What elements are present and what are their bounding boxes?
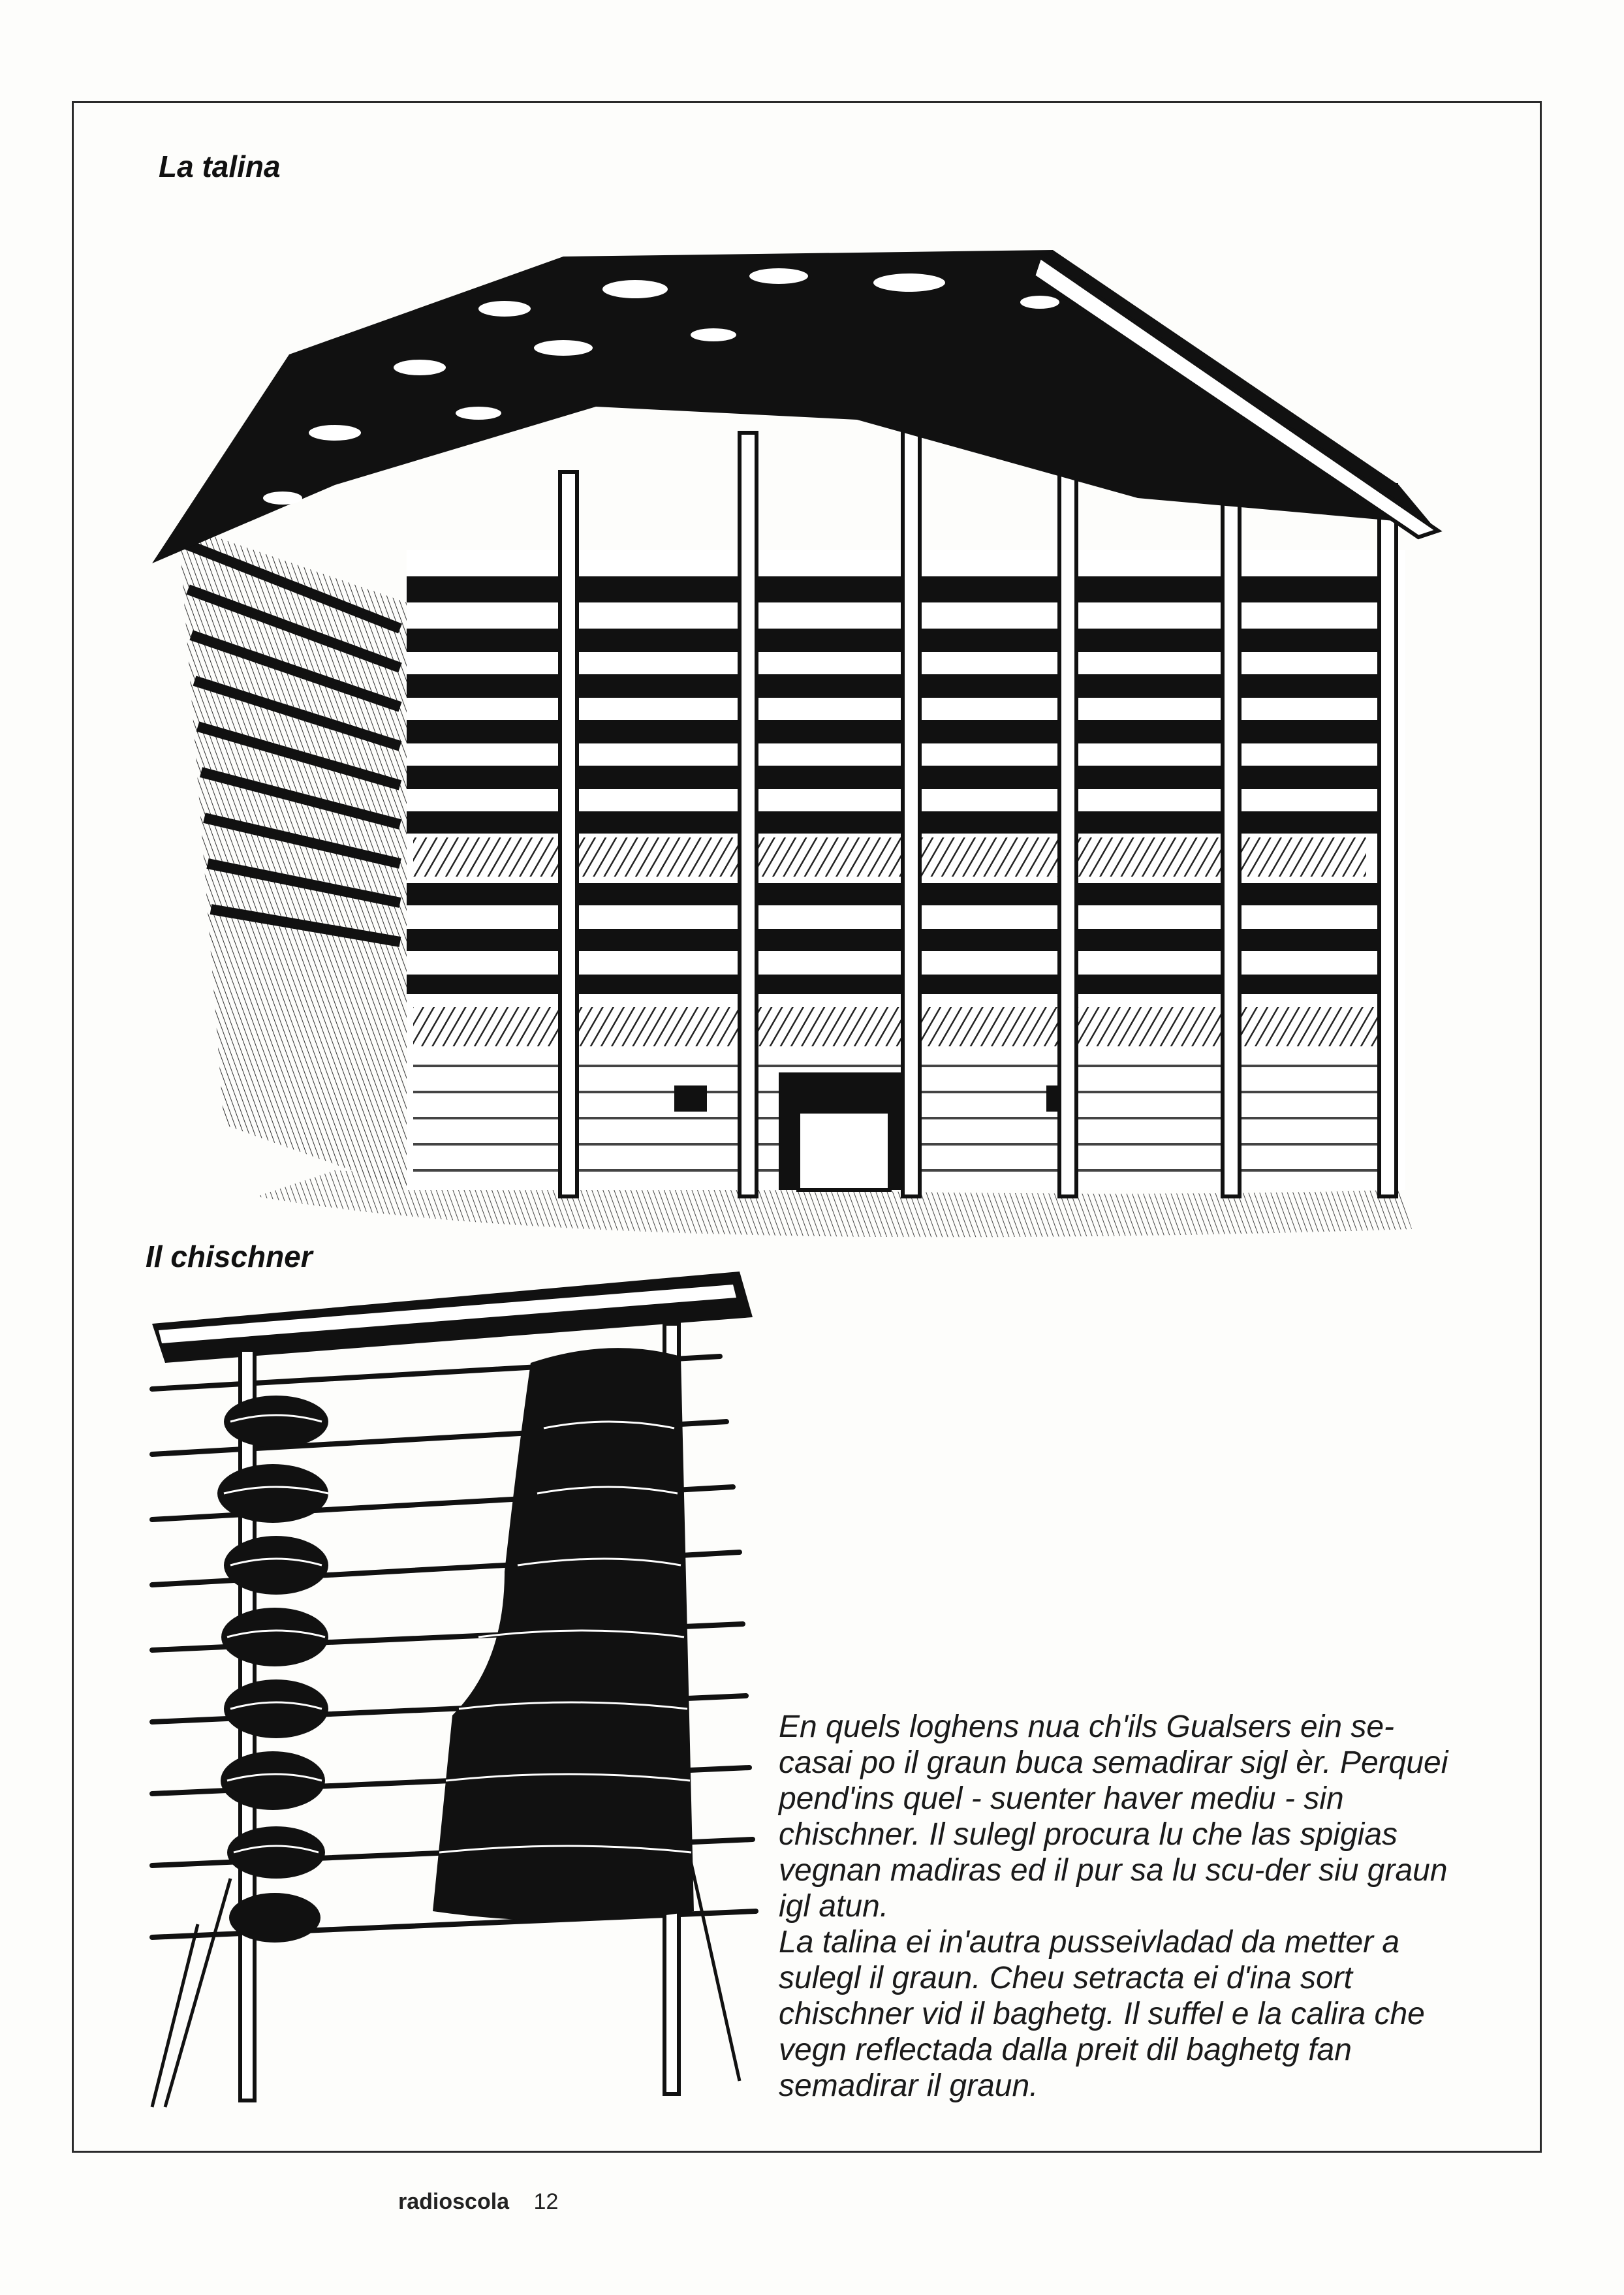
paragraph: La talina ei in'autra pusseivladad da metter a sulegl il graun. Cheu setracta ei d'ina sort chischner vid il baghetg. Il suffel e la calira che vegn reflectada dalla preit dil baghetg fan semadirar il graun. [779, 1925, 1425, 2103]
figure-caption-talina: La talina [159, 149, 281, 183]
chischner-illustration [113, 1258, 864, 2114]
page-footer [398, 2189, 558, 2215]
figure-caption-chischner: Il chischner [146, 1240, 313, 1273]
page-number: 12 [533, 2189, 559, 2214]
body-text [779, 1709, 1464, 2104]
page-frame [72, 101, 1542, 2153]
talina-illustration [139, 237, 1451, 1242]
publication-name: radioscola [398, 2189, 510, 2214]
paragraph: En quels loghens nua ch'ils Gualsers ein se-casai po il graun buca semadirar sigl èr. Perquei pend'ins quel - suenter haver mediu - sin chischner. Il sulegl procura lu che las spigias vegnan madiras ed il pur sa lu scu-der siu graun igl atun. [779, 1710, 1448, 1924]
